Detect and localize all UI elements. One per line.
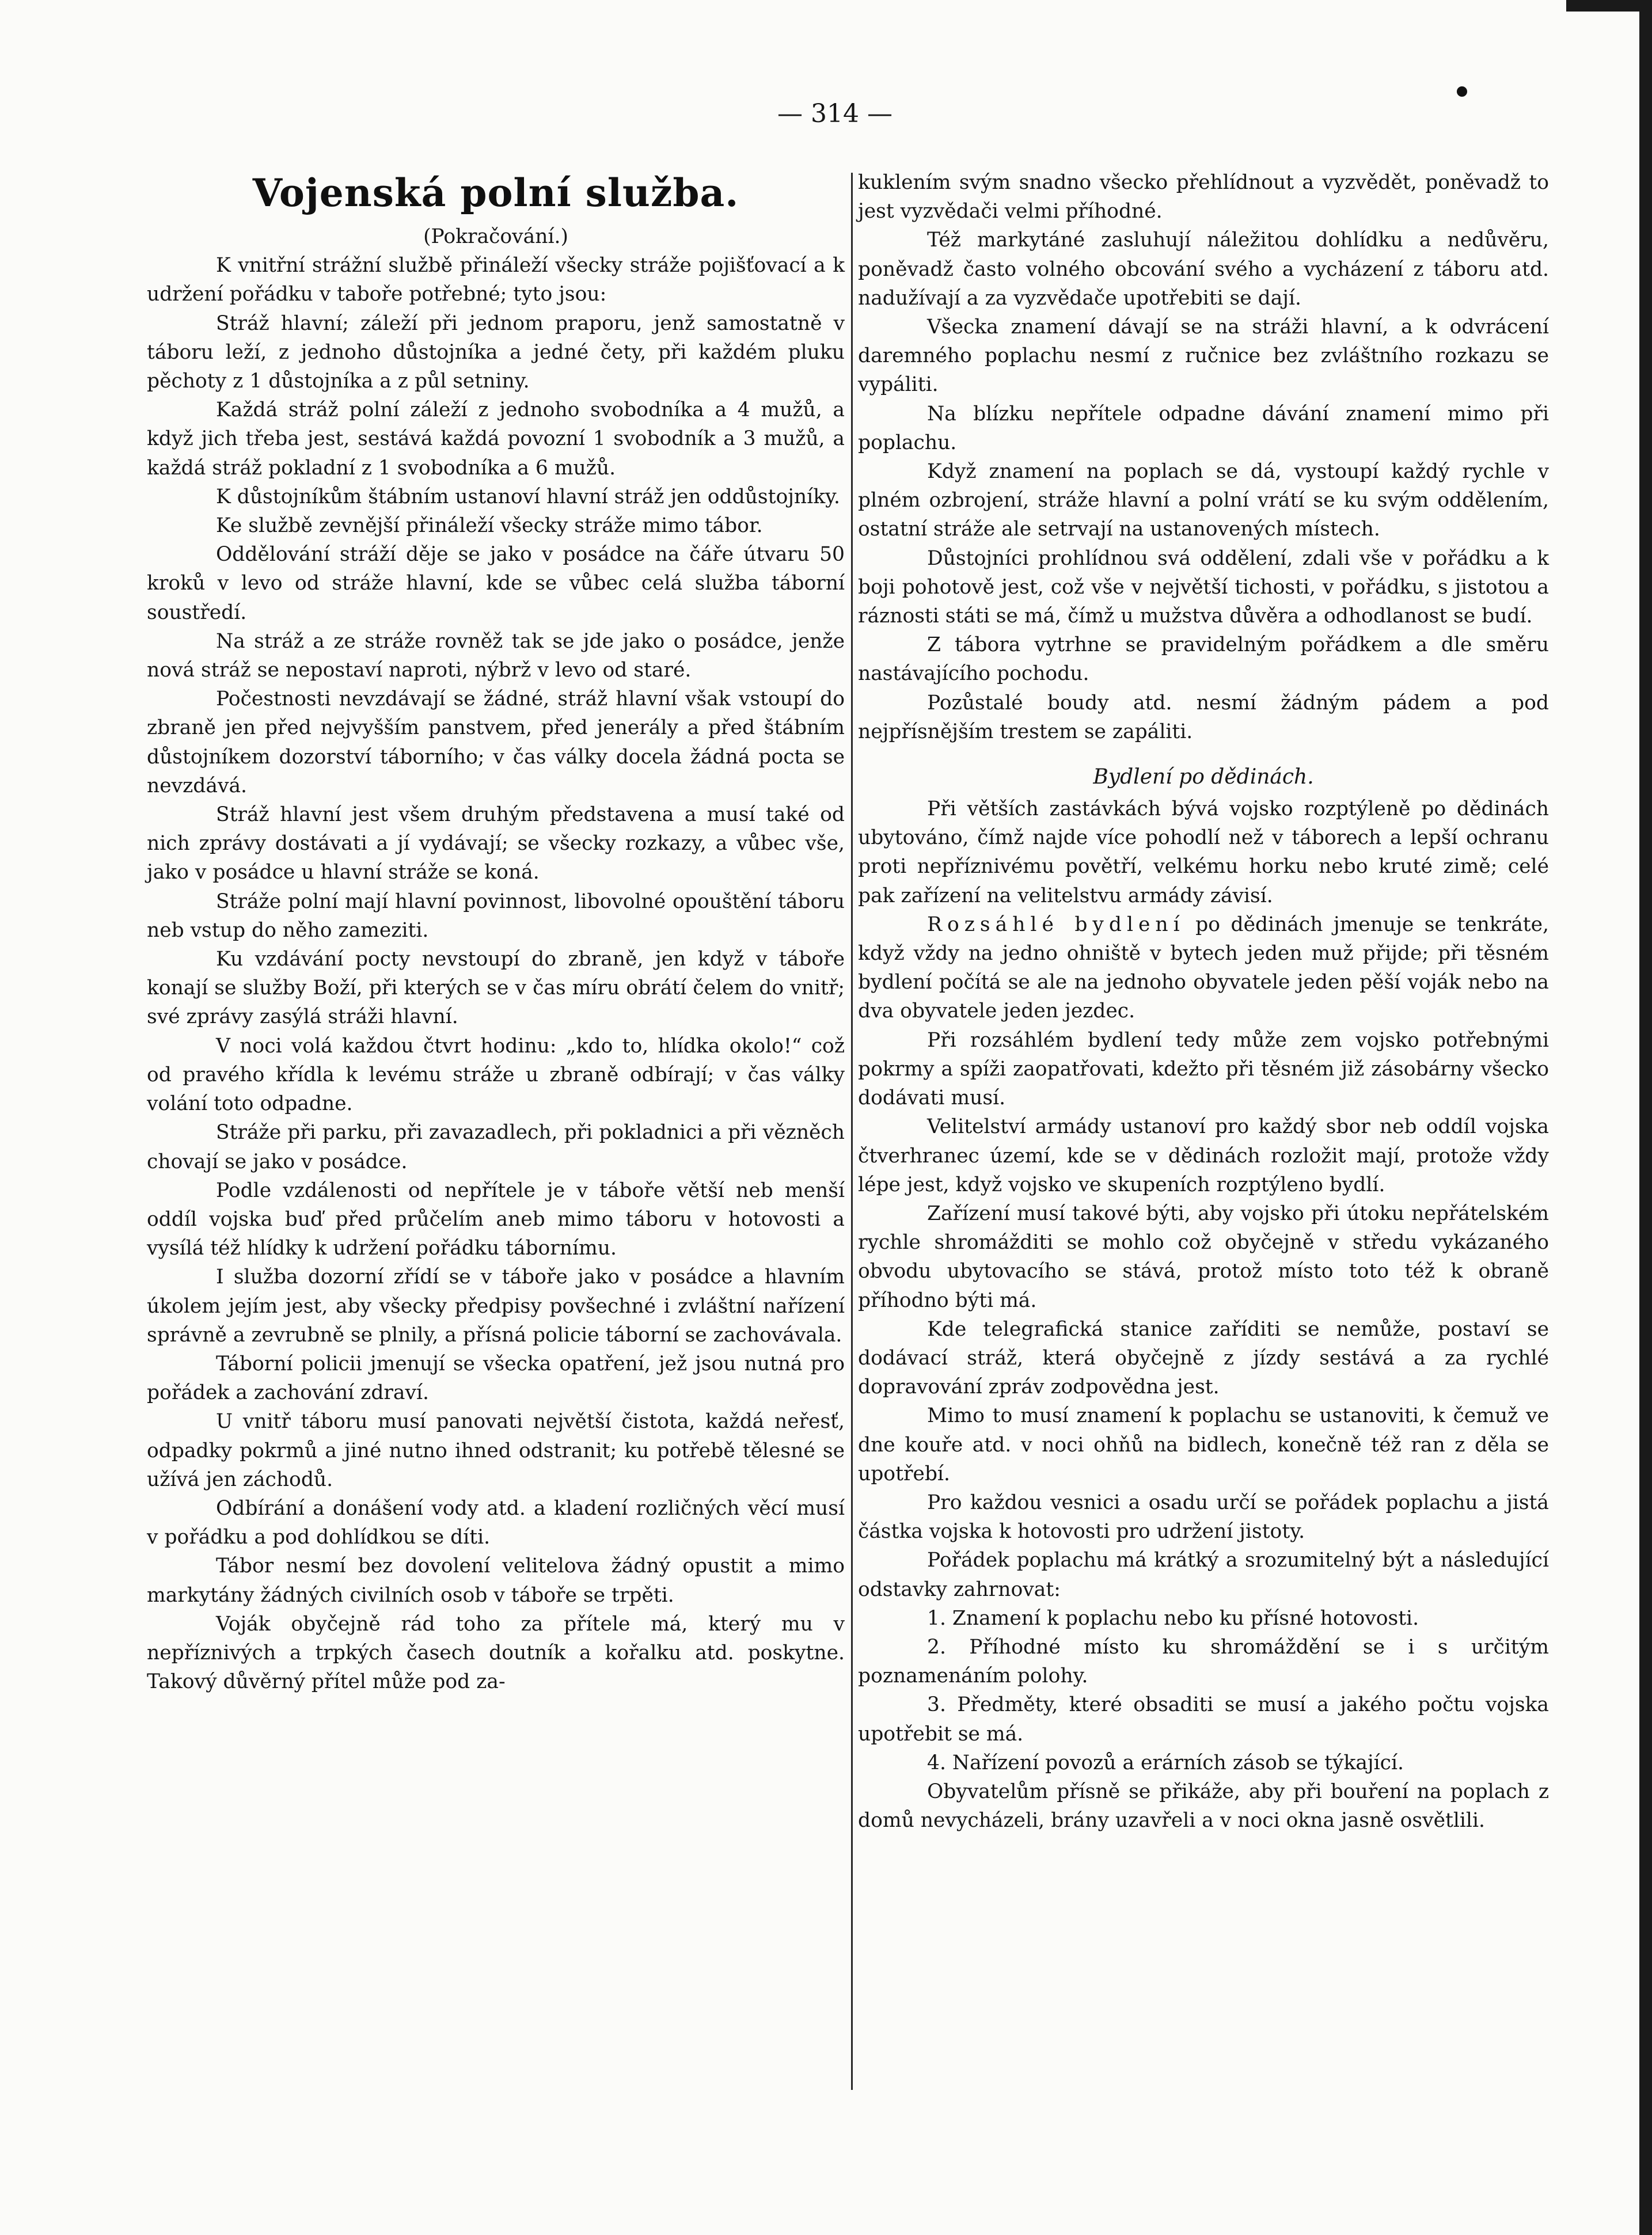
paragraph: Stráže při parku, při zavazadlech, při pokladnici a při vězněch chovají se jako v posádce. <box>147 1121 845 1173</box>
paragraph-continuation: kuklením svým snadno všecko přehlídnout a vyzvědět, poněvadž to jest vyzvědači velmi příhodné. <box>858 171 1549 223</box>
paragraph: Každá stráž polní záleží z jednoho svobodníka a 4 mužů, a když jich třeba jest, sestává každá povozní 1 svobodník a 3 mužů, a každá stráž pokladní z 1 svobodníka a 6 mužů. <box>147 398 845 480</box>
ink-spot <box>1457 86 1467 97</box>
paragraph: Mimo to musí znamení k poplachu se ustanoviti, k čemuž ve dne kouře atd. v noci ohňů na bidlech, konečně též ran z děla se upotřebí. <box>858 1404 1549 1485</box>
paragraph: Všecka znamení dávají se na stráži hlavní, a k odvrácení daremného poplachu nesmí z ručnice bez zvláštního rozkazu se vypáliti. <box>858 316 1549 397</box>
article-subtitle: (Pokračování.) <box>423 225 568 248</box>
list-item: 4. Nařízení povozů a erárních zásob se týkající. <box>927 1751 1404 1774</box>
spaced-term-continuation: po dědinách jmenuje se tenkráte, když vždy na jedno ohniště v bytech jeden muž přijde; při těsném bydlení počítá se ale na jednoho obyvatele jeden pěší voják nebo na dva obyvatele jeden jezdec. <box>858 913 1550 1023</box>
list-item: 1. Znamení k poplachu nebo ku přísné hotovosti. <box>927 1606 1419 1630</box>
paragraph: Oddělování stráží děje se jako v posádce na čáře útvaru 50 kroků v levo od stráže hlavní, kde se vůbec celá služba táborní soustředí. <box>147 543 845 624</box>
paragraph: Při rozsáhlém bydlení tedy může zem vojsko potřebnými pokrmy a spíži zaopatřovati, kdežto při těsném již zásobárny všecko dodávati musí. <box>858 1028 1549 1110</box>
paragraph: Odbírání a donášení vody atd. a kladení rozličných věcí musí v pořádku a pod dohlídkou se díti. <box>147 1496 845 1549</box>
paragraph: Podle vzdálenosti od nepřítele je v táboře větší neb menší oddíl vojska buď před průčelím aneb mimo táboru v hotovosti a vysílá též hlídky k udržení pořádku tábornímu. <box>147 1179 845 1260</box>
page-number: — 314 — <box>777 99 893 128</box>
paragraph: Pro každou vesnici a osadu určí se pořádek poplachu a jistá částka vojska k hotovosti pro udržení jistoty. <box>858 1491 1549 1544</box>
list-item: 3. Předměty, které obsaditi se musí a jakého počtu vojska upotřebit se má. <box>858 1693 1549 1746</box>
scan-edge-right <box>1639 0 1652 2235</box>
paragraph: Stráže polní mají hlavní povinnost, libovolné opouštění táboru neb vstup do něho zameziti. <box>147 890 845 942</box>
paragraph: Když znamení na poplach se dá, vystoupí každý rychle v plném ozbrojení, stráže hlavní a polní vrátí se ku svým oddělením, ostatní stráže ale setrvají na ustanovených místech. <box>858 460 1549 541</box>
left-column <box>147 168 845 1696</box>
paragraph: V noci volá každou čtvrt hodinu: „kdo to, hlídka okolo!“ což od pravého křídla k levému stráže u zbraně odbírají; v čas války volání toto odpadne. <box>147 1034 845 1116</box>
paragraph: I služba dozorní zřídí se v táboře jako v posádce a hlavním úkolem jejím jest, aby všecky předpisy povšechné i zvláštní nařízení správně a zevrubně se plnily, a přísná policie táborní se zachovávala. <box>147 1265 845 1347</box>
paragraph: Voják obyčejně rád toho za přítele má, který mu v nepříznivých a trpkých časech doutník a kořalku atd. poskytne. Takový důvěrný přítel může pod za- <box>147 1612 845 1694</box>
paragraph: K vnitřní strážní službě přináleží všecky stráže pojišťovací a k udržení pořádku v taboře potřebné; tyto jsou: <box>147 254 845 306</box>
paragraph: Ke službě zevnější přináleží všecky stráže mimo tábor. <box>216 514 763 538</box>
paragraph: Stráž hlavní jest všem druhým představena a musí také od nich zprávy dostávati a jí vydávají; se všecky rozkazy, a vůbec vše, jako v posádce u hlavní stráže se koná. <box>147 803 845 884</box>
paragraph: Velitelství armády ustanoví pro každý sbor neb oddíl vojska čtverhranec území, kde se v dědinách rozložit mají, protože vždy lépe jest, když vojsko ve skupeních rozptýleno bydlí. <box>858 1115 1549 1196</box>
paragraph: Na stráž a ze stráže rovněž tak se jde jako o posádce, jenže nová stráž se nepostaví naproti, nýbrž v levo od staré. <box>147 629 845 682</box>
paragraph: Též markytáné zasluhují náležitou dohlídku a nedůvěru, poněvadž často volného obcování svého a vycházení z táboru atd. nadužívají a za vyzvědače upotřebiti se dají. <box>858 229 1549 310</box>
paragraph: Na blízku nepřítele odpadne dávání znamení mimo při poplachu. <box>858 402 1549 454</box>
paragraph-spaced-term <box>858 910 1549 1026</box>
paragraph: Počestnosti nevzdávají se žádné, stráž hlavní však vstoupí do zbraně jen před nejvyšším panstvem, před jenerály a před štábním důstojníkem dozorství táborního; v čas války docela žádná pocta se nevzdává. <box>147 687 845 797</box>
list-item: 2. Příhodné místo ku shromáždění se i s určitým poznamenáním polohy. <box>858 1635 1549 1688</box>
paragraph: K důstojníkům štábním ustanoví hlavní stráž jen oddůstojníky. <box>216 485 840 508</box>
paragraph: Tábor nesmí bez dovolení velitelova žádný opustit a mimo markytány žádných civilních osob v táboře se trpěti. <box>147 1554 845 1607</box>
paragraph: Při větších zastávkách bývá vojsko rozptýleně po dědinách ubytováno, čímž najde více pohodlí než v táborech a lepší ochranu proti nepříznivému povětří, velkému horku nebo kruté zimě; celé pak zařízení na velitelstvu armády závisí. <box>858 797 1549 907</box>
paragraph: Táborní policii jmenují se všecka opatření, jež jsou nutná pro pořádek a zachování zdraví. <box>147 1352 845 1405</box>
paragraph: Ku vzdávání pocty nevstoupí do zbraně, jen když v táboře konají se služby Boží, při kterých se v čas míru obrátí čelem do vnitř; své zprávy zasýlá stráži hlavní. <box>147 948 845 1029</box>
paragraph: U vnitř táboru musí panovati největší čistota, každá neřesť, odpadky pokrmů a jiné nutno ihned odstranit; ku potřebě tělesné se užívá jen záchodů. <box>147 1410 845 1491</box>
paragraph: Pořádek poplachu má krátký a srozumitelný být a následující odstavky zahrnovat: <box>858 1549 1549 1601</box>
article-title: Vojenská polní služba. <box>252 170 739 215</box>
column-divider <box>851 173 853 2090</box>
paragraph: Pozůstalé boudy atd. nesmí žádným pádem a pod nejpřísnějším trestem se zapáliti. <box>858 691 1549 743</box>
paragraph: Z tábora vytrhne se pravidelným pořádkem a dle směru nastávajícího pochodu. <box>858 633 1549 686</box>
spaced-term: Rozsáhlé bydlení <box>927 913 1185 936</box>
paragraph: Důstojníci prohlídnou svá oddělení, zdali vše v pořádku a k boji pohotově jest, což vše v největší tichosti, v pořádku, s jistotou a ráznosti státi se má, čímž u mužstva důvěra a odhodlanost se budí. <box>858 546 1549 628</box>
section-heading: Bydlení po dědinách. <box>1093 765 1314 789</box>
paragraph: Stráž hlavní; záleží při jednom praporu, jenž samostatně v táboru leží, z jednoho důstojníka a jedné čety, při každém pluku pěchoty z 1 důstojníka a z půl setniny. <box>147 311 845 393</box>
paragraph: Kde telegrafická stanice zaříditi se nemůže, postaví se dodávací stráž, která obyčejně z jízdy sestává a za rychlé dopravování zpráv zodpovědna jest. <box>858 1317 1549 1399</box>
paragraph: Zařízení musí takové býti, aby vojsko při útoku nepřátelském rychle shromážditi se mohlo což obyčejně v středu vykázaného obvodu ubytovacího se stává, protož místo toto též k obraně příhodno býti má. <box>858 1202 1549 1312</box>
right-column <box>858 168 1549 1835</box>
paragraph: Obyvatelům přísně se přikáže, aby při bouření na poplach z domů nevycházeli, brány uzavřeli a v noci okna jasně osvětlili. <box>858 1780 1549 1833</box>
